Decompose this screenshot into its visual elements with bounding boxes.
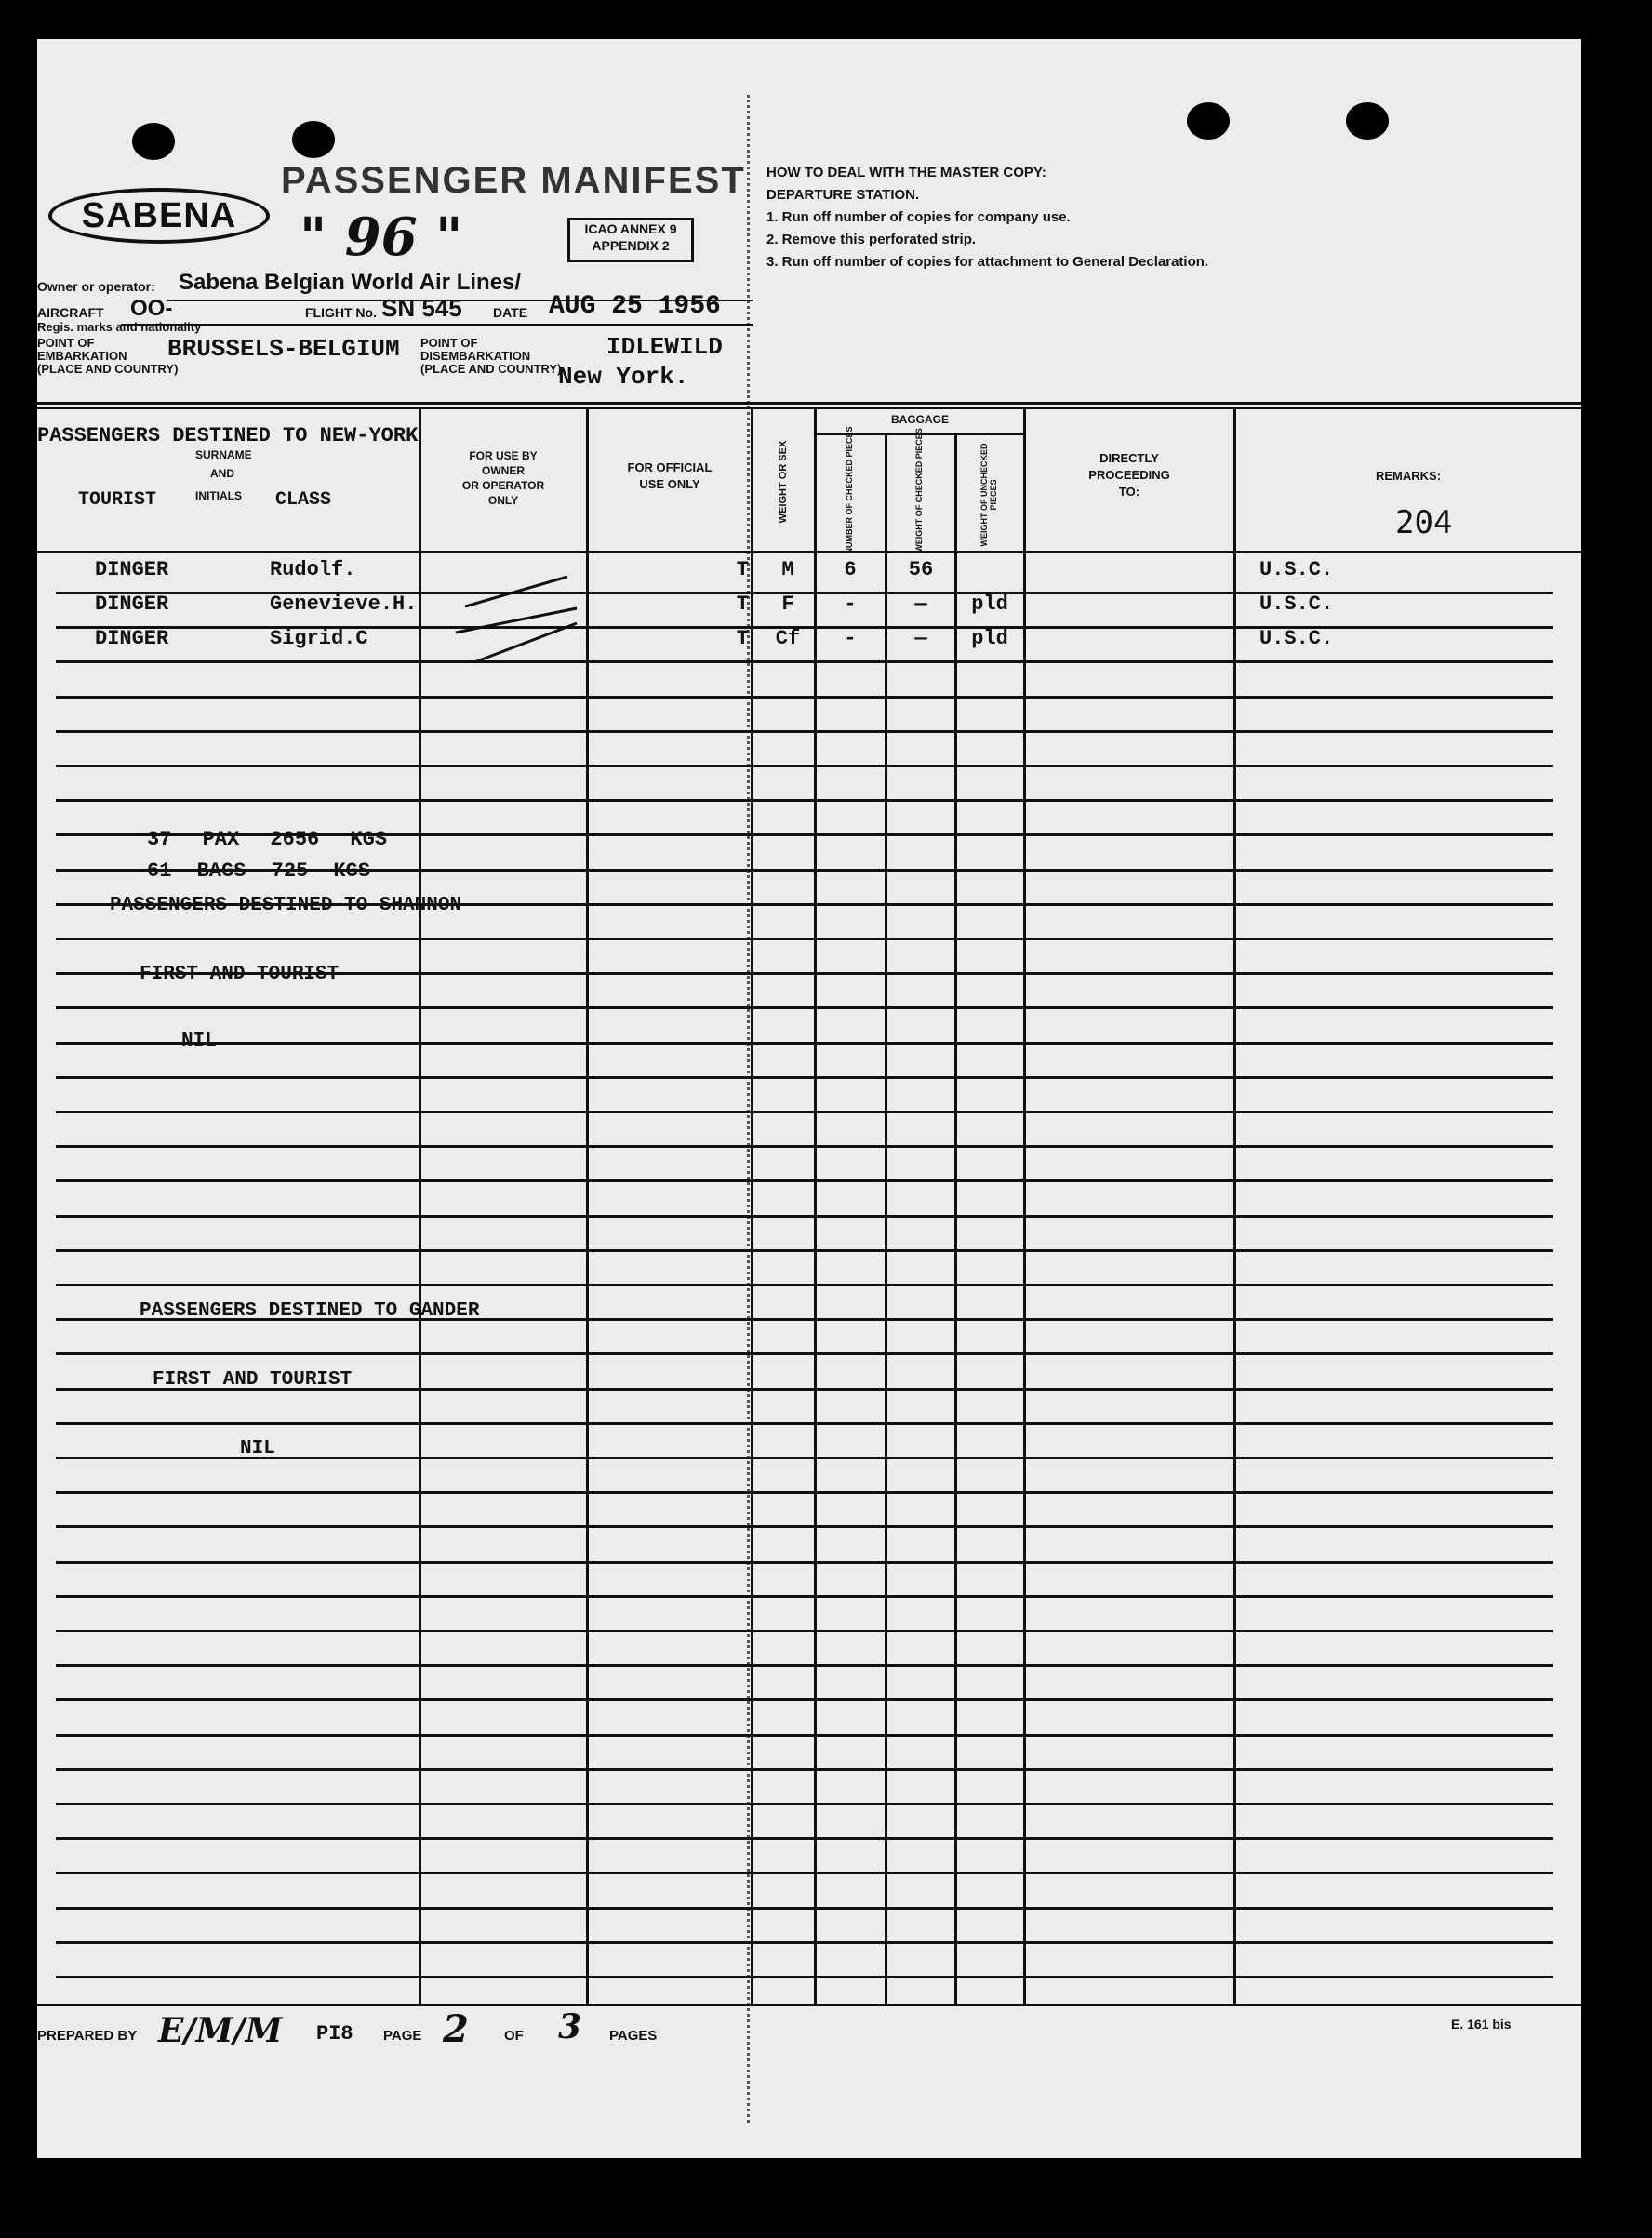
owner-use-2: OWNER bbox=[482, 464, 525, 477]
owner-label: Owner or operator: bbox=[37, 279, 155, 294]
table-row-rule bbox=[56, 1803, 1553, 1805]
table-row-rule bbox=[56, 1698, 1553, 1701]
table-row-rule bbox=[56, 1457, 1553, 1459]
weight-unchecked-header: WEIGHT OF UNCHECKED PIECES bbox=[979, 443, 998, 547]
owner-use-header bbox=[421, 448, 585, 508]
passenger-num: 6 bbox=[844, 558, 857, 581]
of-label: OF bbox=[504, 2028, 524, 2044]
shannon-nil: NIL bbox=[181, 1031, 217, 1052]
table-row-rule bbox=[56, 1941, 1553, 1944]
passenger-weight: 56 bbox=[908, 558, 934, 581]
passenger-surname: DINGER bbox=[95, 593, 169, 616]
table-row-rule bbox=[56, 1872, 1553, 1874]
header-bottom-rule bbox=[37, 551, 1581, 553]
remarks-header: REMARKS: bbox=[1375, 469, 1442, 483]
column-rule bbox=[1233, 409, 1236, 2004]
passenger-class: T bbox=[736, 558, 749, 581]
shannon-class: FIRST AND TOURIST bbox=[140, 964, 340, 985]
embark-label bbox=[37, 337, 178, 376]
embark-label-1: POINT OF bbox=[37, 336, 95, 350]
official-use-header bbox=[589, 460, 751, 493]
baggage-header: BAGGAGE bbox=[890, 413, 949, 426]
instructions-title: HOW TO DEAL WITH THE MASTER COPY: bbox=[766, 165, 1046, 180]
of-value: 3 bbox=[558, 2007, 582, 2046]
class-label: CLASS bbox=[275, 489, 332, 511]
table-row-rule bbox=[56, 1422, 1553, 1425]
icao-line1: ICAO ANNEX 9 bbox=[584, 221, 677, 236]
table-row-rule bbox=[56, 730, 1553, 733]
directly-header bbox=[1026, 450, 1232, 500]
directly-2: PROCEEDING bbox=[1088, 468, 1170, 482]
table-row-rule bbox=[56, 938, 1553, 940]
tourist-label: TOURIST bbox=[78, 489, 157, 511]
table-row-rule bbox=[56, 1491, 1553, 1494]
table-row-rule bbox=[56, 765, 1553, 767]
prepared-label: PREPARED BY bbox=[37, 2028, 138, 2044]
table-row-rule bbox=[56, 1595, 1553, 1598]
instructions-station: DEPARTURE STATION. bbox=[766, 187, 920, 203]
icao-line2: APPENDIX 2 bbox=[592, 238, 670, 253]
passenger-initials: Genevieve.H. bbox=[270, 593, 418, 616]
table-row-rule bbox=[56, 1768, 1553, 1771]
passenger-num: - bbox=[844, 627, 857, 650]
flight-label: FLIGHT No. bbox=[305, 305, 377, 320]
table-row-rule bbox=[56, 1145, 1553, 1148]
logo-text: SABENA bbox=[81, 196, 237, 235]
footer-rule bbox=[37, 2004, 1581, 2006]
disembark-label bbox=[420, 337, 561, 376]
instructions-item: 1. Run off number of copies for company use. bbox=[766, 209, 1071, 225]
table-row-rule bbox=[56, 660, 1553, 663]
surname-label: SURNAME bbox=[195, 448, 252, 461]
passenger-num: - bbox=[844, 593, 857, 616]
table-top-rule bbox=[37, 402, 1581, 405]
gander-class: FIRST AND TOURIST bbox=[153, 1369, 353, 1391]
table-row-rule bbox=[56, 1042, 1553, 1045]
passenger-sex: M bbox=[781, 558, 794, 581]
instructions-item: 2. Remove this perforated strip. bbox=[766, 232, 977, 247]
directly-3: TO: bbox=[1118, 485, 1140, 499]
passenger-remarks: U.S.C. bbox=[1259, 558, 1334, 581]
passenger-initials: Sigrid.C bbox=[270, 627, 368, 650]
owner-use-3: OR OPERATOR bbox=[461, 479, 545, 492]
table-row-rule bbox=[56, 1179, 1553, 1182]
table-row-rule bbox=[56, 1215, 1553, 1218]
owner-value: Sabena Belgian World Air Lines/ bbox=[179, 270, 522, 295]
passenger-unchecked: pld bbox=[971, 593, 1008, 616]
flight-value: SN 545 bbox=[381, 294, 462, 322]
column-rule bbox=[419, 409, 421, 2004]
passenger-remarks: U.S.C. bbox=[1259, 593, 1334, 616]
date-value: AUG 25 1956 bbox=[549, 292, 721, 321]
column-rule bbox=[1023, 409, 1026, 2004]
table-row-rule bbox=[56, 1837, 1553, 1840]
date-label: DATE bbox=[493, 305, 528, 320]
passenger-class: T bbox=[736, 627, 749, 650]
official-1: FOR OFFICIAL bbox=[627, 460, 713, 474]
passenger-unchecked: pld bbox=[971, 627, 1008, 650]
embark-label-3: (PLACE AND COUNTRY) bbox=[37, 362, 179, 376]
table-row-rule bbox=[56, 1249, 1553, 1252]
table-row-rule bbox=[56, 1352, 1553, 1355]
table-row-rule bbox=[56, 1907, 1553, 1910]
passenger-weight: — bbox=[914, 627, 927, 650]
instructions bbox=[766, 162, 1208, 273]
initials-label: INITIALS bbox=[195, 489, 242, 502]
passenger-surname: DINGER bbox=[95, 627, 169, 650]
num-checked-header: NUMBER OF CHECKED PIECES bbox=[845, 426, 854, 554]
embark-label-2: EMBARKATION bbox=[37, 349, 127, 363]
punch-hole bbox=[292, 121, 335, 158]
table-row-rule bbox=[56, 696, 1553, 699]
passenger-initials: Rudolf. bbox=[270, 558, 356, 581]
table-row-rule bbox=[56, 1664, 1553, 1667]
table-row-rule bbox=[56, 1076, 1553, 1079]
page-value: 2 bbox=[443, 2007, 469, 2051]
table-row-rule bbox=[56, 1525, 1553, 1528]
passenger-sex: F bbox=[781, 593, 794, 616]
table-row-rule bbox=[56, 1630, 1553, 1632]
passenger-weight: — bbox=[914, 593, 927, 616]
official-2: USE ONLY bbox=[639, 477, 700, 491]
directly-1: DIRECTLY bbox=[1099, 451, 1159, 465]
bags-summary: 61 BAGS 725 KGS bbox=[147, 859, 371, 883]
and-label: AND bbox=[210, 467, 234, 480]
pax-summary: 37 PAX 2656 KGS bbox=[147, 828, 388, 851]
gander-nil: NIL bbox=[240, 1438, 275, 1459]
aircraft-value: OO- bbox=[130, 296, 173, 321]
table-row-rule bbox=[56, 1111, 1553, 1113]
table-row-rule bbox=[56, 1561, 1553, 1564]
footer-code: PI8 bbox=[316, 2022, 353, 2045]
handwritten-strokes bbox=[428, 523, 595, 672]
disembark-label-1: POINT OF bbox=[420, 336, 478, 350]
regis-label: Regis. marks and nationality bbox=[37, 320, 202, 334]
table-row-rule bbox=[56, 799, 1553, 802]
table-row-rule bbox=[56, 1006, 1553, 1009]
page-label: PAGE bbox=[383, 2028, 422, 2044]
embark-value: BRUSSELS-BELGIUM bbox=[167, 335, 400, 363]
disembark-value-2: New York. bbox=[558, 363, 689, 391]
table-row-rule bbox=[56, 1976, 1553, 1978]
punch-hole bbox=[1346, 102, 1389, 140]
form-number: E. 161 bis bbox=[1451, 2017, 1512, 2032]
page-stamp-number: 204 bbox=[1395, 504, 1453, 541]
instructions-item: 3. Run off number of copies for attachment to General Declaration. bbox=[766, 254, 1209, 270]
prepared-value: E/M/M bbox=[158, 2011, 283, 2050]
sabena-logo bbox=[48, 188, 270, 244]
passenger-remarks: U.S.C. bbox=[1259, 627, 1334, 650]
table-row-rule bbox=[56, 1284, 1553, 1286]
manifest-title: PASSENGER MANIFEST bbox=[281, 160, 746, 201]
disembark-label-3: (PLACE AND COUNTRY) bbox=[420, 362, 562, 376]
column-rule bbox=[751, 409, 753, 2004]
weight-checked-header: WEIGHT OF CHECKED PIECES bbox=[914, 428, 924, 553]
weight-sex-header: WEIGHT OR SEX bbox=[778, 440, 789, 524]
passengers-destined-heading: PASSENGERS DESTINED TO NEW-YORK bbox=[37, 424, 419, 447]
manifest-number: " 96 " bbox=[300, 206, 463, 268]
shannon-heading: PASSENGERS DESTINED TO SHANNON bbox=[110, 895, 462, 916]
passenger-sex: Cf bbox=[775, 627, 801, 650]
aircraft-label: AIRCRAFT bbox=[37, 305, 104, 320]
owner-use-1: FOR USE BY bbox=[469, 449, 538, 462]
disembark-value: IDLEWILD bbox=[606, 333, 723, 361]
perforation-line bbox=[747, 95, 750, 2123]
pages-label: PAGES bbox=[609, 2028, 658, 2044]
icao-box bbox=[567, 218, 694, 262]
owner-use-4: ONLY bbox=[487, 494, 519, 507]
punch-hole bbox=[1187, 102, 1230, 140]
punch-hole bbox=[132, 123, 175, 160]
gander-heading: PASSENGERS DESTINED TO GANDER bbox=[140, 1300, 480, 1322]
aircraft-underline bbox=[121, 324, 753, 326]
table-top-rule bbox=[37, 407, 1581, 409]
passenger-surname: DINGER bbox=[95, 558, 169, 581]
manifest-sheet bbox=[37, 39, 1581, 2158]
passenger-class: T bbox=[736, 593, 749, 616]
disembark-label-2: DISEMBARKATION bbox=[420, 349, 531, 363]
table-row-rule bbox=[56, 1734, 1553, 1737]
